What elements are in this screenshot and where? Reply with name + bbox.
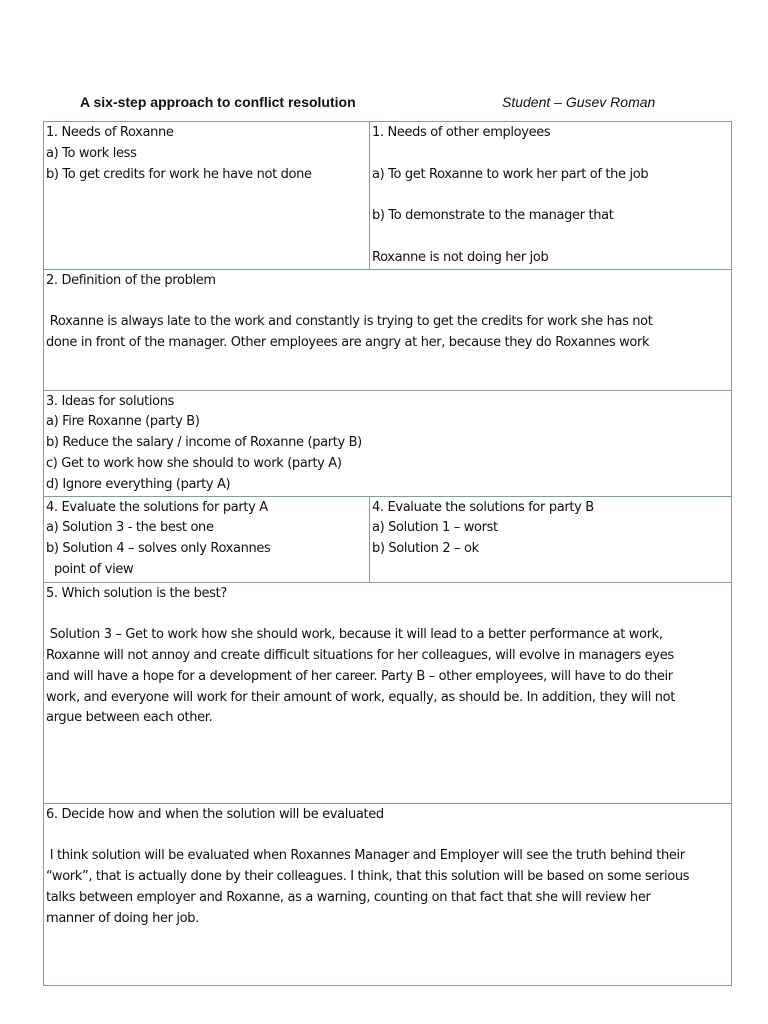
needs-roxanne-item: a) To work less	[46, 145, 137, 161]
step3-row	[44, 390, 732, 496]
needs-employees-item: Roxanne is not doing her job	[372, 249, 549, 265]
best-solution-line: argue between each other.	[46, 710, 213, 726]
step6-row	[44, 803, 732, 985]
evaluate-b-item: b) Solution 2 – ok	[372, 541, 479, 557]
best-solution-line: Roxanne will not annoy and create difficult situations for her colleagues, will evolve in managers eyes	[46, 647, 674, 663]
evaluate-b-item: a) Solution 1 – worst	[372, 520, 498, 536]
needs-employees-cell	[370, 122, 732, 270]
evaluate-a-heading: 4. Evaluate the solutions for party A	[46, 499, 268, 515]
evaluation-line: I think solution will be evaluated when Roxannes Manager and Employer will see the truth behind their	[46, 848, 685, 864]
evaluation-plan-cell	[44, 803, 732, 985]
evaluate-party-b-cell	[370, 496, 732, 582]
evaluation-line: “work”, that is actually done by their colleagues. I think, that this solution will be based on some serious	[46, 868, 690, 884]
step2-row	[44, 269, 732, 390]
problem-text-line: done in front of the manager. Other employees are angry at her, because they do Roxannes work	[46, 334, 650, 350]
step1-row	[44, 122, 732, 270]
evaluate-a-item: b) Solution 4 – solves only Roxannes	[46, 541, 271, 557]
best-solution-heading: 5. Which solution is the best?	[46, 585, 227, 601]
best-solution-cell	[44, 582, 732, 803]
document-title: A six-step approach to conflict resolution	[80, 94, 356, 110]
needs-roxanne-item: b) To get credits for work he have not done	[46, 166, 312, 182]
best-solution-line: and will have a hope for a development of her career. Party B – other employees, will have to do their	[46, 668, 673, 684]
ideas-item: a) Fire Roxanne (party B)	[46, 414, 200, 430]
needs-employees-heading: 1. Needs of other employees	[372, 125, 551, 140]
needs-employees-item: a) To get Roxanne to work her part of the job	[372, 166, 649, 182]
ideas-item: d) Ignore everything (party A)	[46, 476, 231, 492]
evaluation-line: manner of doing her job.	[46, 910, 199, 926]
needs-roxanne-heading: 1. Needs of Roxanne	[46, 125, 174, 140]
ideas-cell	[44, 390, 732, 496]
problem-text-line: Roxanne is always late to the work and constantly is trying to get the credits for work she has not	[46, 314, 653, 330]
step4-row	[44, 496, 732, 582]
evaluation-line: talks between employer and Roxanne, as a warning, counting on that fact that she will review her	[46, 889, 651, 905]
ideas-item: c) Get to work how she should to work (party A)	[46, 455, 342, 471]
best-solution-line: work, and everyone will work for their amount of work, equally, as should be. In addition, they will not	[46, 689, 675, 705]
needs-roxanne-cell	[44, 122, 370, 270]
needs-employees-item: b) To demonstrate to the manager that	[372, 208, 614, 224]
problem-heading: 2. Definition of the problem	[46, 272, 216, 288]
conflict-resolution-table	[43, 121, 732, 986]
problem-definition-cell	[44, 269, 732, 390]
evaluation-heading: 6. Decide how and when the solution will be evaluated	[46, 806, 384, 822]
ideas-item: b) Reduce the salary / income of Roxanne (party B)	[46, 435, 362, 451]
evaluate-party-a-cell	[44, 496, 370, 582]
student-name: Student – Gusev Roman	[502, 94, 656, 110]
evaluate-b-heading: 4. Evaluate the solutions for party B	[372, 499, 594, 515]
evaluate-a-item: a) Solution 3 - the best one	[46, 520, 214, 536]
ideas-heading: 3. Ideas for solutions	[46, 393, 175, 409]
step5-row	[44, 582, 732, 803]
best-solution-line: Solution 3 – Get to work how she should work, because it will lead to a better performance at work,	[46, 627, 663, 643]
evaluate-a-item: point of view	[54, 561, 134, 577]
